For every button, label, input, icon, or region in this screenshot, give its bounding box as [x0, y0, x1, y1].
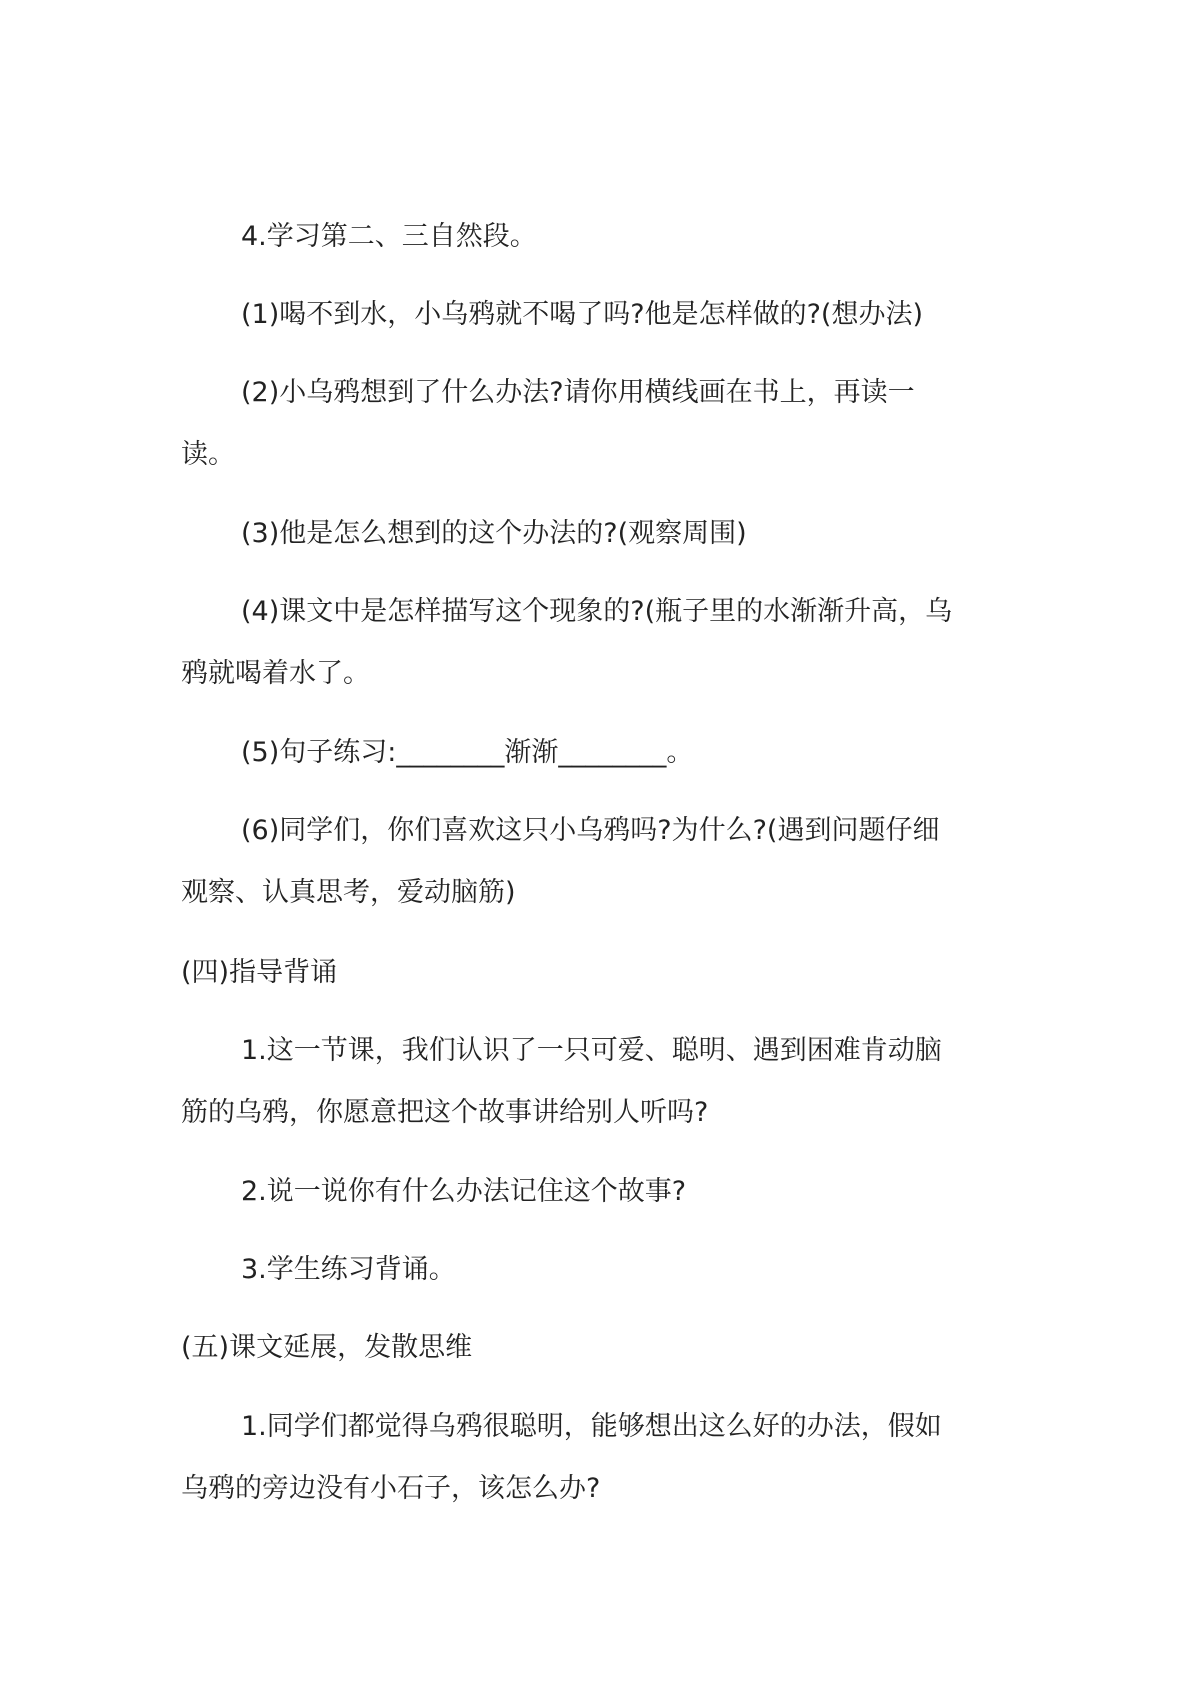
paragraph-recitation-1 [181, 1020, 1011, 1144]
paragraph-recitation-3 [181, 1239, 1071, 1301]
paragraph-line: 2.说一说你有什么办法记住这个故事? [241, 1176, 687, 1207]
paragraph-line: (6)同学们，你们喜欢这只小乌鸦吗?为什么?(遇到问题仔细 [241, 815, 940, 846]
paragraph-extension-1 [181, 1396, 1011, 1520]
paragraph-line: (2)小乌鸦想到了什么办法?请你用横线画在书上，再读一 [241, 377, 915, 408]
paragraph-line: (5)句子练习:________渐渐________。 [241, 737, 694, 768]
paragraph-question-5 [181, 722, 1071, 784]
paragraph-recitation-2 [181, 1161, 1071, 1223]
paragraph-line: 4.学习第二、三自然段。 [241, 221, 537, 252]
paragraph-line: 1.这一节课，我们认识了一只可爱、聪明、遇到困难肯动脑 [241, 1035, 942, 1066]
paragraph-line: 乌鸦的旁边没有小石子，该怎么办? [181, 1473, 601, 1504]
paragraph-line: 筋的乌鸦，你愿意把这个故事讲给别人听吗? [181, 1097, 709, 1128]
paragraph-line: (1)喝不到水，小乌鸦就不喝了吗?他是怎样做的?(想办法) [241, 299, 923, 330]
paragraph-line: (3)他是怎么想到的这个办法的?(观察周围) [241, 518, 747, 549]
paragraph-line: (4)课文中是怎样描写这个现象的?(瓶子里的水渐渐升高，乌 [241, 596, 953, 627]
paragraph-question-6 [181, 800, 1011, 924]
paragraph-line: 3.学生练习背诵。 [241, 1254, 456, 1285]
paragraph-line: 观察、认真思考，爱动脑筋) [181, 877, 516, 908]
paragraph-step-4-heading [181, 206, 1071, 268]
paragraph-line: 读。 [181, 439, 235, 470]
section-heading-extension [181, 1317, 1011, 1379]
paragraph-line: 1.同学们都觉得乌鸦很聪明，能够想出这么好的办法，假如 [241, 1411, 942, 1442]
section-heading-recitation [181, 942, 1011, 1004]
section-heading-line: (五)课文延展，发散思维 [181, 1332, 473, 1363]
paragraph-question-1 [181, 284, 1071, 346]
paragraph-line: 鸦就喝着水了。 [181, 658, 370, 689]
paragraph-question-4 [181, 581, 1011, 705]
section-heading-line: (四)指导背诵 [181, 957, 338, 988]
paragraph-question-3 [181, 503, 1071, 565]
paragraph-question-2 [181, 362, 1011, 486]
